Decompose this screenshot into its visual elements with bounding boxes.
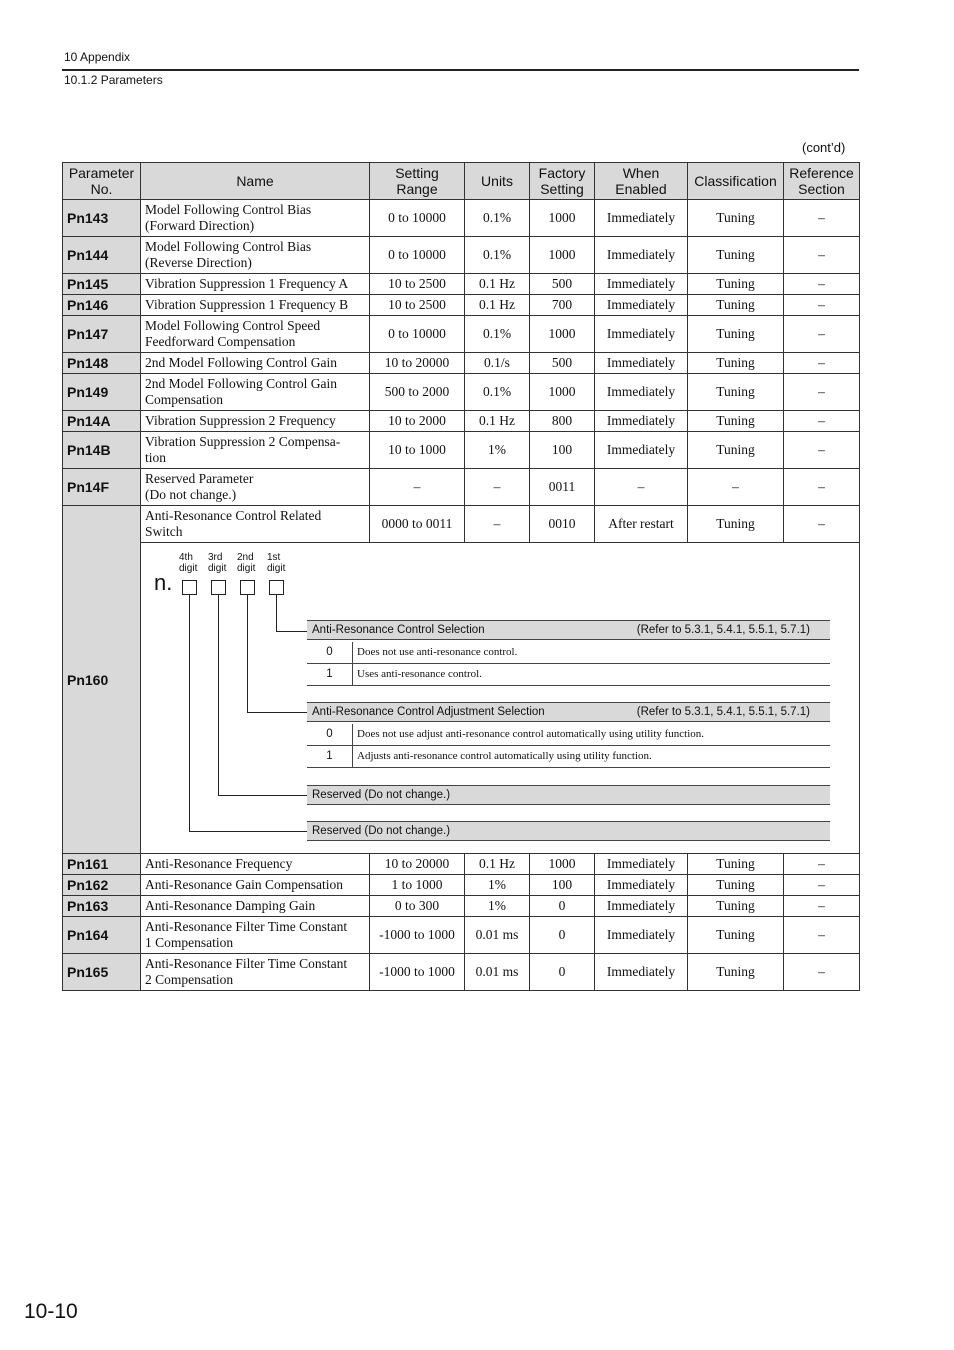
table-row: [63, 432, 860, 469]
reference-section: –: [784, 917, 860, 954]
option-description: Uses anti-resonance control.: [357, 668, 482, 680]
selection-2-header: [307, 702, 830, 722]
param-name: Vibration Suppression 2 Compensa- tion: [141, 432, 370, 469]
reserved-3rd-digit: [307, 785, 830, 805]
factory-setting: 500: [530, 274, 595, 295]
connector-2nd-h: [247, 712, 307, 713]
param-name: Model Following Control Bias (Forward Direction): [141, 200, 370, 237]
when-enabled: After restart: [595, 506, 688, 543]
table-row: [63, 896, 860, 917]
units: 1%: [465, 875, 530, 896]
factory-setting: 0011: [530, 469, 595, 506]
setting-range: –: [370, 469, 465, 506]
chapter-header: 10 Appendix: [64, 50, 131, 64]
classification: Tuning: [688, 237, 784, 274]
when-enabled: Immediately: [595, 875, 688, 896]
setting-range: 0000 to 0011: [370, 506, 465, 543]
table-row: [63, 411, 860, 432]
units: 0.1 Hz: [465, 295, 530, 316]
selection-2-option: [307, 724, 830, 746]
param-name: Model Following Control Speed Feedforward Compensation: [141, 316, 370, 353]
reference-section: –: [784, 295, 860, 316]
option-value: 0: [307, 724, 353, 745]
reference-section: –: [784, 469, 860, 506]
digit-box-1st: [269, 580, 284, 595]
units: 0.1%: [465, 200, 530, 237]
connector-4th: [189, 595, 190, 831]
col-header-reference: Reference Section: [784, 163, 860, 200]
factory-setting: 1000: [530, 237, 595, 274]
classification: Tuning: [688, 295, 784, 316]
connector-3rd: [218, 595, 219, 795]
param-name: 2nd Model Following Control Gain Compensation: [141, 374, 370, 411]
continued-label: (cont’d): [802, 140, 846, 155]
selection-1-option: [307, 642, 830, 664]
setting-range: 10 to 20000: [370, 353, 465, 374]
digit-label-3rd: 3rd digit: [208, 552, 227, 574]
when-enabled: Immediately: [595, 411, 688, 432]
reference-section: –: [784, 506, 860, 543]
reserved-3rd-label: Reserved (Do not change.): [312, 789, 451, 801]
option-description: Does not use anti-resonance control.: [357, 646, 518, 658]
table-header-row: [63, 163, 860, 200]
digit-box-4th: [182, 580, 197, 595]
when-enabled: Immediately: [595, 295, 688, 316]
classification: –: [688, 469, 784, 506]
factory-setting: 0: [530, 896, 595, 917]
option-value: 0: [307, 642, 353, 663]
param-number: Pn148: [63, 353, 141, 374]
param-number: Pn143: [63, 200, 141, 237]
selection-2-reference: (Refer to 5.3.1, 5.4.1, 5.5.1, 5.7.1): [636, 706, 810, 718]
reference-section: –: [784, 353, 860, 374]
param-name: Anti-Resonance Frequency: [141, 854, 370, 875]
param-number: Pn144: [63, 237, 141, 274]
param-name: Vibration Suppression 1 Frequency B: [141, 295, 370, 316]
param-name: Anti-Resonance Filter Time Constant 2 Compensation: [141, 954, 370, 991]
header-rule: [62, 69, 859, 71]
units: 0.1/s: [465, 353, 530, 374]
param-number: Pn160: [63, 506, 141, 854]
param-number: Pn165: [63, 954, 141, 991]
option-value: 1: [307, 746, 353, 767]
units: 1%: [465, 432, 530, 469]
setting-range: 10 to 1000: [370, 432, 465, 469]
when-enabled: Immediately: [595, 432, 688, 469]
when-enabled: Immediately: [595, 316, 688, 353]
param-name: Vibration Suppression 2 Frequency: [141, 411, 370, 432]
when-enabled: Immediately: [595, 374, 688, 411]
factory-setting: 1000: [530, 200, 595, 237]
when-enabled: Immediately: [595, 353, 688, 374]
factory-setting: 100: [530, 875, 595, 896]
param-number: Pn164: [63, 917, 141, 954]
reference-section: –: [784, 432, 860, 469]
table-row: [63, 469, 860, 506]
param-name: Anti-Resonance Control Related Switch: [141, 506, 370, 543]
setting-range: 1 to 1000: [370, 875, 465, 896]
setting-range: 10 to 2500: [370, 295, 465, 316]
col-header-factory-setting: Factory Setting: [530, 163, 595, 200]
table-row: [63, 917, 860, 954]
param-number: Pn147: [63, 316, 141, 353]
classification: Tuning: [688, 954, 784, 991]
param-number: Pn14F: [63, 469, 141, 506]
classification: Tuning: [688, 917, 784, 954]
units: 0.1 Hz: [465, 854, 530, 875]
digit-box-3rd: [211, 580, 226, 595]
table-row: [63, 854, 860, 875]
param-number: Pn146: [63, 295, 141, 316]
table-row: [63, 954, 860, 991]
when-enabled: Immediately: [595, 200, 688, 237]
reference-section: –: [784, 954, 860, 991]
table-row: [63, 875, 860, 896]
selection-1-title: Anti-Resonance Control Selection: [312, 624, 485, 636]
option-description: Does not use adjust anti-resonance control automatically using utility function.: [357, 728, 705, 740]
reference-section: –: [784, 316, 860, 353]
connector-3rd-h: [218, 795, 307, 796]
units: –: [465, 506, 530, 543]
reference-section: –: [784, 411, 860, 432]
table-row: [63, 316, 860, 353]
connector-1st-h: [276, 631, 307, 632]
factory-setting: 1000: [530, 854, 595, 875]
units: 0.1 Hz: [465, 274, 530, 295]
n-prefix: n.: [154, 570, 173, 595]
param-name: Anti-Resonance Gain Compensation: [141, 875, 370, 896]
factory-setting: 0010: [530, 506, 595, 543]
setting-range: 10 to 2000: [370, 411, 465, 432]
setting-range: -1000 to 1000: [370, 954, 465, 991]
setting-range: 0 to 10000: [370, 316, 465, 353]
classification: Tuning: [688, 353, 784, 374]
connector-2nd: [247, 595, 248, 712]
factory-setting: 1000: [530, 374, 595, 411]
units: –: [465, 469, 530, 506]
setting-range: -1000 to 1000: [370, 917, 465, 954]
col-header-units: Units: [465, 163, 530, 200]
setting-range: 10 to 2500: [370, 274, 465, 295]
digit-label-2nd: 2nd digit: [237, 552, 256, 574]
selection-2-title: Anti-Resonance Control Adjustment Selection: [312, 706, 545, 718]
setting-range: 10 to 20000: [370, 854, 465, 875]
setting-range: 0 to 10000: [370, 237, 465, 274]
connector-1st: [276, 595, 277, 631]
reserved-4th-label: Reserved (Do not change.): [312, 825, 451, 837]
when-enabled: Immediately: [595, 854, 688, 875]
units: 0.1%: [465, 237, 530, 274]
param-number: Pn161: [63, 854, 141, 875]
option-value: 1: [307, 664, 353, 685]
reference-section: –: [784, 896, 860, 917]
param-name: Vibration Suppression 1 Frequency A: [141, 274, 370, 295]
table-row: [63, 237, 860, 274]
param-name: Anti-Resonance Filter Time Constant 1 Compensation: [141, 917, 370, 954]
param-number: Pn145: [63, 274, 141, 295]
digit-label-4th: 4th digit: [179, 552, 198, 574]
classification: Tuning: [688, 200, 784, 237]
selection-2-option: [307, 746, 830, 768]
units: 1%: [465, 896, 530, 917]
param-number: Pn163: [63, 896, 141, 917]
param-number: Pn14B: [63, 432, 141, 469]
reference-section: –: [784, 237, 860, 274]
reference-section: –: [784, 200, 860, 237]
col-header-when-enabled: When Enabled: [595, 163, 688, 200]
classification: Tuning: [688, 411, 784, 432]
param-number: Pn162: [63, 875, 141, 896]
reference-section: –: [784, 374, 860, 411]
table-row: [63, 353, 860, 374]
col-header-classification: Classification: [688, 163, 784, 200]
parameters-table: [62, 162, 860, 991]
col-header-setting-range: Setting Range: [370, 163, 465, 200]
when-enabled: Immediately: [595, 954, 688, 991]
selection-1-option: [307, 664, 830, 686]
when-enabled: Immediately: [595, 896, 688, 917]
param-name: Reserved Parameter (Do not change.): [141, 469, 370, 506]
col-header-param-no: Parameter No.: [63, 163, 141, 200]
factory-setting: 700: [530, 295, 595, 316]
table-row: [63, 295, 860, 316]
when-enabled: Immediately: [595, 237, 688, 274]
param-name: 2nd Model Following Control Gain: [141, 353, 370, 374]
classification: Tuning: [688, 374, 784, 411]
classification: Tuning: [688, 506, 784, 543]
digit-label-1st: 1st digit: [267, 552, 286, 574]
page-number: 10-10: [24, 1300, 78, 1323]
units: 0.1%: [465, 374, 530, 411]
setting-range: 0 to 300: [370, 896, 465, 917]
table-row: [63, 200, 860, 237]
factory-setting: 500: [530, 353, 595, 374]
digit-box-2nd: [240, 580, 255, 595]
units: 0.01 ms: [465, 917, 530, 954]
factory-setting: 800: [530, 411, 595, 432]
factory-setting: 1000: [530, 316, 595, 353]
reference-section: –: [784, 875, 860, 896]
pn160-digit-diagram: [141, 543, 860, 854]
classification: Tuning: [688, 316, 784, 353]
col-header-name: Name: [141, 163, 370, 200]
reference-section: –: [784, 274, 860, 295]
classification: Tuning: [688, 896, 784, 917]
param-name: Model Following Control Bias (Reverse Direction): [141, 237, 370, 274]
table-row: [63, 274, 860, 295]
connector-4th-h: [189, 831, 307, 832]
table-row-pn160: [63, 506, 860, 543]
setting-range: 500 to 2000: [370, 374, 465, 411]
when-enabled: –: [595, 469, 688, 506]
param-name: Anti-Resonance Damping Gain: [141, 896, 370, 917]
section-header: 10.1.2 Parameters: [64, 73, 163, 87]
classification: Tuning: [688, 875, 784, 896]
setting-range: 0 to 10000: [370, 200, 465, 237]
units: 0.1 Hz: [465, 411, 530, 432]
classification: Tuning: [688, 274, 784, 295]
factory-setting: 0: [530, 917, 595, 954]
units: 0.1%: [465, 316, 530, 353]
factory-setting: 0: [530, 954, 595, 991]
param-number: Pn14A: [63, 411, 141, 432]
when-enabled: Immediately: [595, 274, 688, 295]
when-enabled: Immediately: [595, 917, 688, 954]
units: 0.01 ms: [465, 954, 530, 991]
classification: Tuning: [688, 432, 784, 469]
factory-setting: 100: [530, 432, 595, 469]
classification: Tuning: [688, 854, 784, 875]
reference-section: –: [784, 854, 860, 875]
selection-1-header: [307, 620, 830, 640]
option-description: Adjusts anti-resonance control automatically using utility function.: [357, 750, 652, 762]
param-number: Pn149: [63, 374, 141, 411]
reserved-4th-digit: [307, 821, 830, 841]
table-row: [63, 374, 860, 411]
pn160-diagram-row: [63, 543, 860, 854]
selection-1-reference: (Refer to 5.3.1, 5.4.1, 5.5.1, 5.7.1): [636, 624, 810, 636]
